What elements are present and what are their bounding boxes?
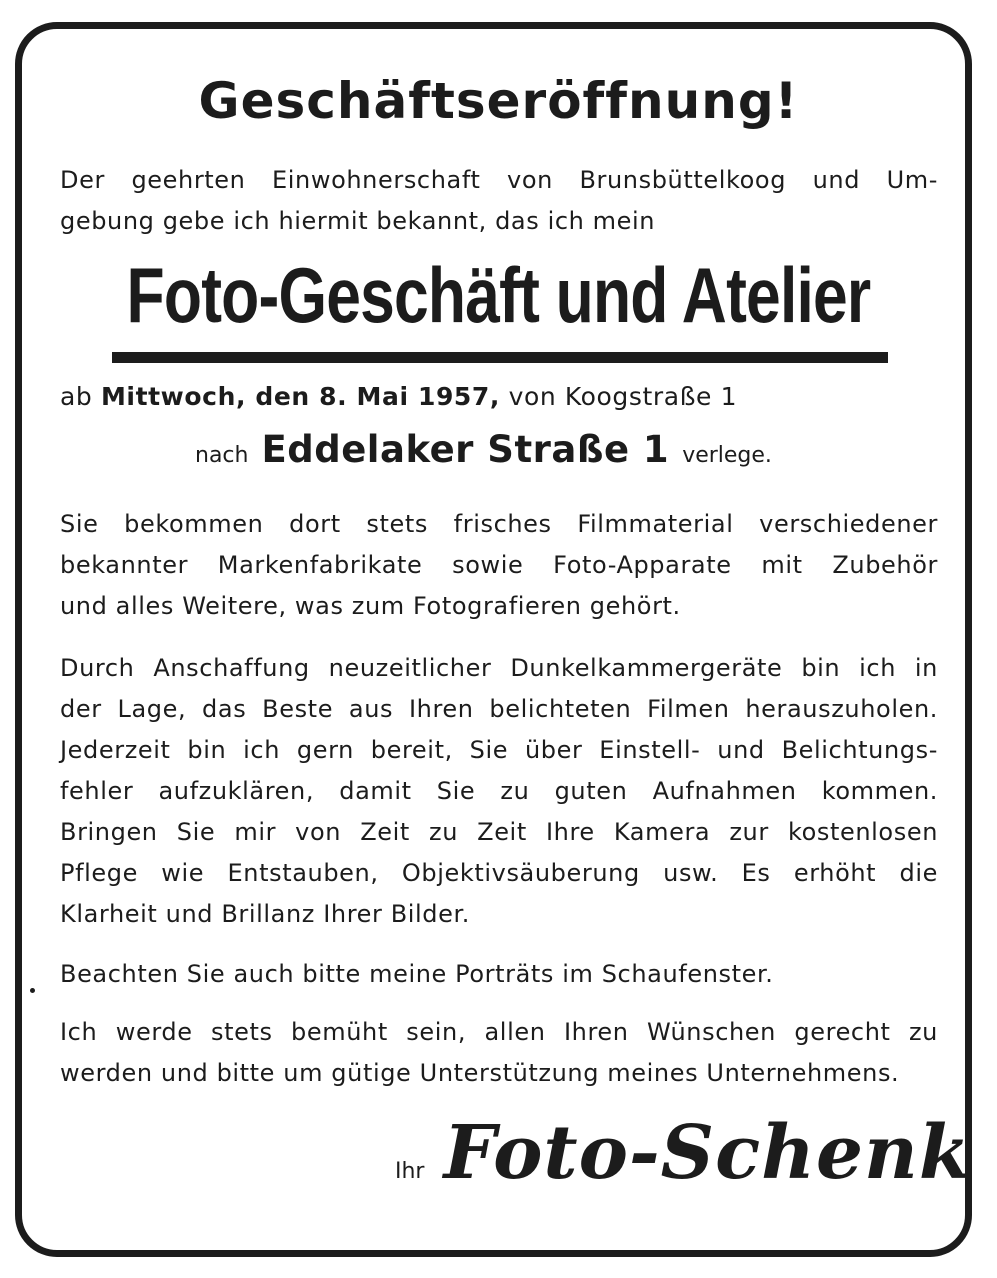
portraits-line: Beachten Sie auch bitte meine Porträts im Schaufenster. [60,960,774,988]
signature [395,1110,971,1196]
products-paragraph [60,504,938,627]
portraits-paragraph [60,954,938,995]
closing-paragraph [60,1012,938,1094]
move-address-suffix: verlege. [682,443,772,468]
services-line: fehler aufzuklären, damit Sie zu guten Aufnahmen kommen. [60,777,938,805]
headline-underline [112,352,888,363]
move-address-line [195,428,772,471]
intro-line-1: Der geehrten Einwohnerschaft von Brunsbüttelkoog und Um- [60,166,938,194]
services-line: der Lage, das Beste aus Ihren belichteten Filmen herauszuholen. [60,695,938,723]
move-from-address: von Koogstraße 1 [508,382,738,411]
signature-prefix: Ihr [395,1159,425,1184]
intro-line-2: gebung gebe ich hiermit bekannt, das ich mein [60,207,656,235]
closing-line: Ich werde stets bemüht sein, allen Ihren Wünschen gerecht zu [60,1018,938,1046]
services-line: Jederzeit bin ich gern bereit, Sie über Einstell- und Belichtungs- [60,736,938,764]
closing-line: werden und bitte um gütige Unterstützung meines Unternehmens. [60,1059,900,1087]
business-headline: Foto-Geschäft und Atelier [126,251,871,339]
page-title: Geschäftseröffnung! [198,72,799,130]
move-address-prefix: nach [195,443,249,468]
signature-name: Foto-Schenk [443,1110,972,1196]
services-line: Bringen Sie mir von Zeit zu Zeit Ihre Kamera zur kostenlosen [60,818,938,846]
move-date: Mittwoch, den 8. Mai 1957, [100,382,501,411]
intro-paragraph [60,160,938,242]
services-paragraph [60,648,938,935]
services-line: Klarheit und Brillanz Ihrer Bilder. [60,900,470,928]
new-address: Eddelaker Straße 1 [261,428,670,471]
products-line: Sie bekommen dort stets frisches Filmmaterial verschiedener [60,510,938,538]
products-line: bekannter Markenfabrikate sowie Foto-Apparate mit Zubehör [60,551,938,579]
services-line: Durch Anschaffung neuzeitlicher Dunkelkammergeräte bin ich in [60,654,938,682]
print-speck [30,988,35,993]
services-line: Pflege wie Entstauben, Objektivsäuberung usw. Es erhöht die [60,859,938,887]
move-date-line [60,382,737,411]
products-line: und alles Weitere, was zum Fotografieren gehört. [60,592,681,620]
move-date-prefix: ab [60,382,93,411]
